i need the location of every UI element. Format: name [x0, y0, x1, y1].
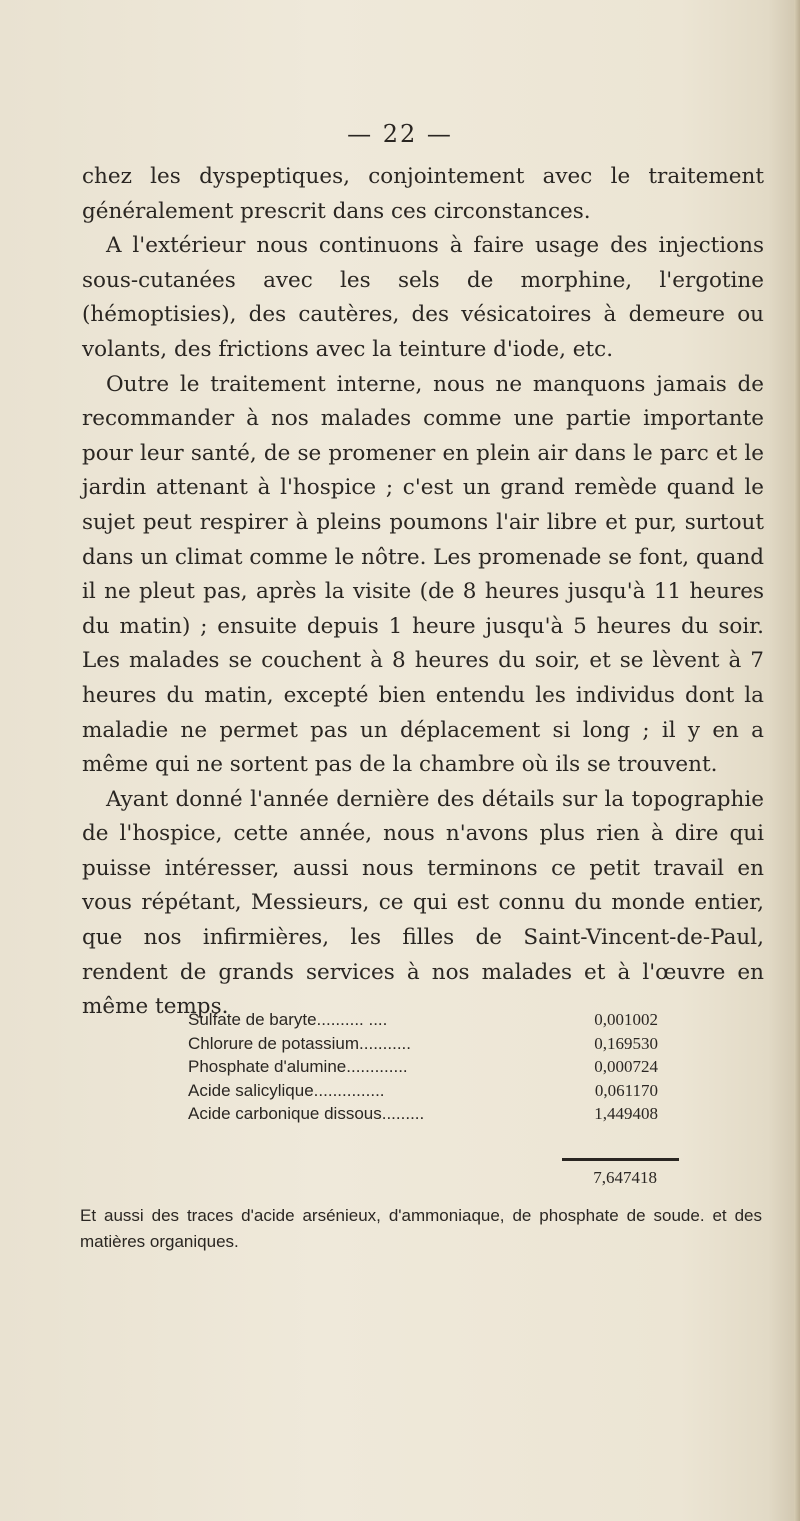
table-row [188, 1057, 658, 1081]
row-label: Acide salicylique............... [188, 1080, 385, 1100]
table-total: 7,647418 [593, 1168, 657, 1187]
table-row [188, 1034, 658, 1058]
row-value: 1,449408 [594, 1104, 658, 1124]
table-row [188, 1010, 658, 1034]
row-value: 0,169530 [594, 1033, 658, 1053]
row-label: Chlorure de potassium........... [188, 1033, 411, 1053]
body-text [82, 160, 764, 1025]
composition-table [188, 1010, 658, 1128]
paragraph-4: Ayant donné l'année dernière des détails sur la topographie de l'hospice, cette année, nous n'avons plus rien à dire qui puisse intéresser, aussi nous terminons ce petit travail en vous répétant, Messieurs, ce qui est connu du monde entier, que nos infirmières, les filles de Saint-Vincent-de-Paul, rendent de grands services à nos malades et à l'œuvre en même temps. [82, 786, 764, 1020]
paragraph-3: Outre le traitement interne, nous ne manquons jamais de recommander à nos malades comme une partie importante pour leur santé, de se promener en plein air dans le parc et le jardin attenant à l'hospice ; c'est un grand remède quand le sujet peut respirer à pleins poumons l'air libre et pur, surtout dans un climat comme le nôtre. Les promenade se font, quand il ne pleut pas, après la visite (de 8 heures jusqu'à 11 heures du matin) ; ensuite depuis 1 heure jusqu'à 5 heures du soir. Les malades se couchent à 8 heures du soir, et se lèvent à 7 heures du matin, excepté bien entendu les individus dont la maladie ne permet pas un déplacement si long ; il y en a même qui ne sortent pas de la chambre où ils se trouvent. [82, 371, 764, 778]
row-label: Sulfate de baryte.......... .... [188, 1010, 388, 1029]
footnote-text: Et aussi des traces d'acide arsénieux, d'ammoniaque, de phosphate de soude. et des matières organiques. [80, 1206, 762, 1251]
paragraph-1: chez les dyspeptiques, conjointement avec le traitement généralement prescrit dans ces circonstances. [82, 164, 764, 224]
table-row [188, 1104, 658, 1128]
page-number: — 22 — [347, 120, 453, 148]
sum-rule [562, 1158, 679, 1161]
page-edge [794, 0, 800, 1521]
row-label: Phosphate d'alumine............. [188, 1057, 408, 1077]
row-value: 0,000724 [594, 1057, 658, 1077]
row-value: 0,061170 [594, 1080, 658, 1100]
row-value: 0,001002 [594, 1010, 658, 1029]
row-label: Acide carbonique dissous......... [188, 1104, 425, 1124]
paragraph-2: A l'extérieur nous continuons à faire usage des injections sous-cutanées avec les sels de morphine, l'ergotine (hémoptisies), des cautères, des vésicatoires à demeure ou volants, des frictions avec la teinture d'iode, etc. [82, 233, 764, 362]
table-row [188, 1081, 658, 1105]
